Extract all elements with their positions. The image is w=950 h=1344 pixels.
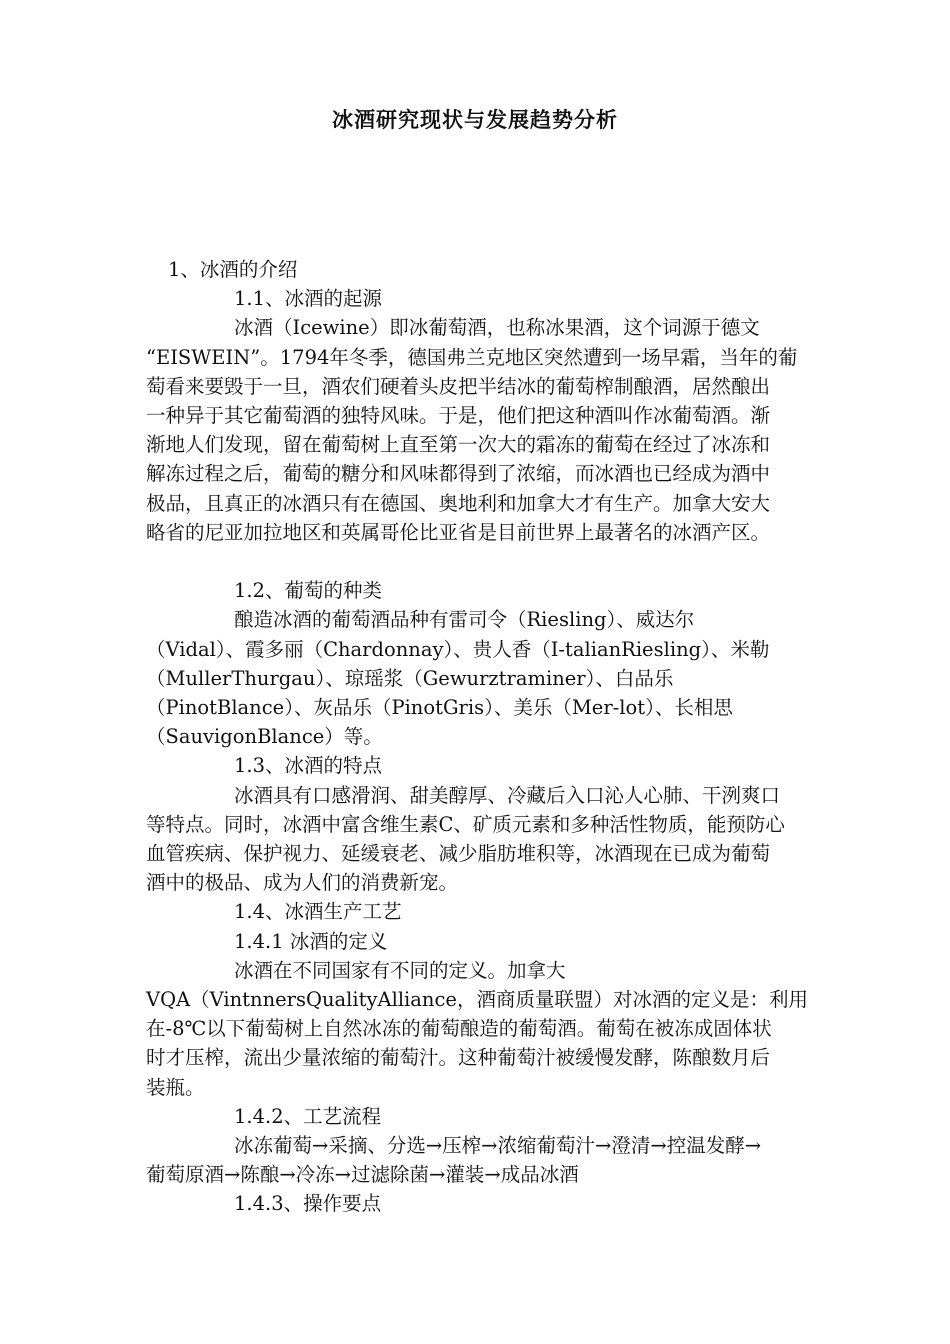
text-line: 极品，且真正的冰酒只有在德国、奥地利和加拿大才有生产。加拿大安大	[146, 491, 771, 515]
text-line: 一种异于其它葡萄酒的独特风味。于是，他们把这种酒叫作冰葡萄酒。渐	[146, 404, 771, 428]
text-line: 时才压榨，流出少量浓缩的葡萄汁。这种葡萄汁被缓慢发酵，陈酿数月后	[146, 1046, 771, 1070]
text-line: 解冻过程之后，葡萄的糖分和风味都得到了浓缩，而冰酒也已经成为酒中	[146, 462, 771, 486]
document-body	[146, 255, 876, 1219]
text-line: 葡萄原酒→陈酿→冷冻→过滤除菌→灌装→成品冰酒	[146, 1163, 579, 1187]
text-line: （SauvigonBlance）等。	[146, 725, 383, 749]
text-line: 冰酒在不同国家有不同的定义。加拿大	[234, 958, 566, 982]
text-line: 等特点。同时，冰酒中富含维生素C、矿质元素和多种活性物质，能预防心	[146, 812, 785, 836]
text-line: 1.4.3、操作要点	[234, 1192, 382, 1216]
text-line: 1、冰酒的介绍	[168, 258, 298, 281]
text-line: 装瓶。	[146, 1075, 205, 1099]
text-line: 冰酒（Icewine）即冰葡萄酒，也称冰果酒，这个词源于德文	[234, 316, 760, 340]
text-line: “EISWEIN”。1794年冬季，德国弗兰克地区突然遭到一场早霜，当年的葡	[146, 345, 798, 369]
text-line: 1.1、冰酒的起源	[234, 287, 383, 311]
text-line: （PinotBlance）、灰品乐（PinotGris）、美乐（Mer-lot）、长相思	[146, 696, 733, 720]
text-line: （MullerThurgau）、琼瑶浆（Gewurztraminer）、白品乐	[146, 666, 674, 690]
text-line: 1.2、葡萄的种类	[234, 579, 383, 603]
text-line: 酒中的极品、成为人们的消费新宠。	[146, 871, 459, 895]
text-line: 1.3、冰酒的特点	[234, 754, 383, 778]
text-line: 略省的尼亚加拉地区和英属哥伦比亚省是目前世界上最著名的冰酒产区。	[146, 520, 771, 544]
text-line: VQA（VintnnersQualityAlliance，酒商质量联盟）对冰酒的定义是：利用	[146, 988, 808, 1012]
text-line: 酿造冰酒的葡萄酒品种有雷司令（Riesling）、威达尔	[234, 608, 695, 632]
text-line: 冰酒具有口感滑润、甜美醇厚、冷藏后入口沁人心肺、干洌爽口	[234, 783, 781, 807]
blank-line	[146, 547, 876, 576]
text-line: 1.4.2、工艺流程	[234, 1104, 382, 1128]
text-line: 在-8℃以下葡萄树上自然冰冻的葡萄酿造的葡萄酒。葡萄在被冻成固体状	[146, 1017, 772, 1041]
text-line: 萄看来要毁于一旦，酒农们硬着头皮把半结冰的葡萄榨制酿酒，居然酿出	[146, 374, 771, 398]
text-line: 血管疾病、保护视力、延缓衰老、减少脂肪堆积等，冰酒现在已成为葡萄	[146, 842, 771, 866]
text-line: 1.4.1 冰酒的定义	[234, 929, 388, 953]
text-line: 冰冻葡萄→采摘、分选→压榨→浓缩葡萄汁→澄清→控温发酵→	[234, 1134, 762, 1158]
text-line: （Vidal）、霞多丽（Chardonnay）、贵人香（I-talianRiesling）、米勒	[146, 637, 770, 661]
document-title: 冰酒研究现状与发展趋势分析	[332, 107, 618, 132]
text-line: 1.4、冰酒生产工艺	[234, 900, 402, 924]
text-line: 渐地人们发现，留在葡萄树上直至第一次大的霜冻的葡萄在经过了冰冻和	[146, 433, 771, 457]
